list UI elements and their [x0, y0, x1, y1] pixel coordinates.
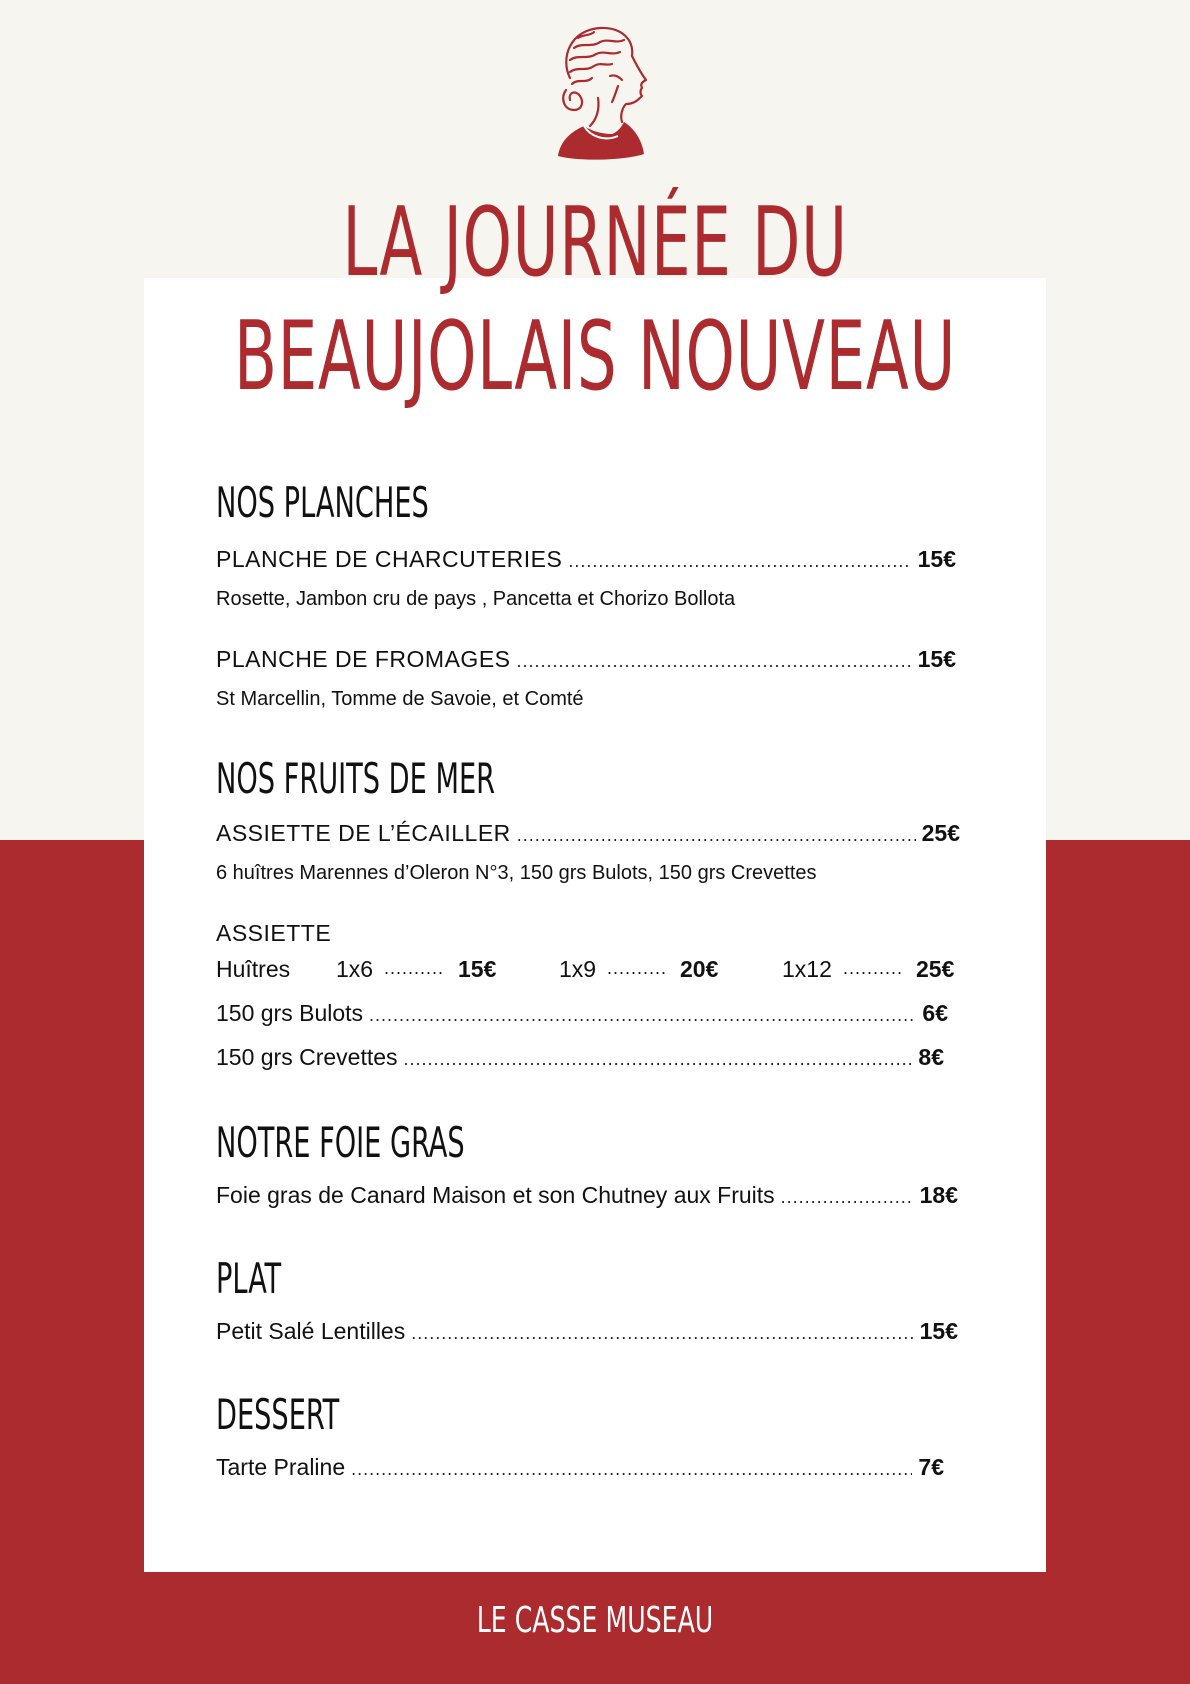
- item-label: 150 grs Bulots: [216, 1000, 364, 1026]
- oyster-price: 15€: [458, 956, 497, 982]
- oyster-price: 25€: [916, 956, 955, 982]
- item-label: PLANCHE DE FROMAGES: [216, 646, 511, 672]
- oyster-qty: 1x6: [336, 956, 374, 982]
- dot-leader: [411, 1323, 913, 1344]
- item-label: Foie gras de Canard Maison et son Chutney aux Fruits: [216, 1182, 775, 1208]
- menu-item-foie-gras: [216, 1182, 958, 1212]
- oyster-qty: 1x9: [559, 956, 597, 982]
- menu-item-tarte-praline: [216, 1454, 944, 1484]
- item-price: 15€: [917, 546, 956, 572]
- section-title-foie-gras: NOTRE FOIE GRAS: [216, 1118, 465, 1167]
- menu-item-charcuteries: [216, 546, 956, 576]
- dot-leader: [351, 1459, 912, 1480]
- menu-item-fromages: [216, 646, 956, 676]
- oysters-label: Huîtres: [216, 956, 291, 982]
- item-label: PLANCHE DE CHARCUTERIES: [216, 546, 563, 572]
- item-label: Tarte Praline: [216, 1454, 346, 1480]
- oysters-row: [216, 956, 961, 988]
- dot-leader: [568, 551, 911, 572]
- section-title-fruits-de-mer: NOS FRUITS DE MER: [216, 754, 496, 803]
- item-label: ASSIETTE DE L’ÉCAILLER: [216, 820, 511, 846]
- assiette-label: ASSIETTE: [216, 920, 332, 946]
- dot-leader: ..........: [843, 958, 904, 978]
- oyster-qty: 1x12: [782, 956, 832, 982]
- menu-item-ecailler: [216, 820, 960, 850]
- dot-leader: ..........: [384, 958, 445, 978]
- menu-item-bulots: [216, 1000, 948, 1030]
- restaurant-name: LE CASSE MUSEAU: [476, 1600, 714, 1641]
- dot-leader: [517, 825, 916, 846]
- menu-item-petit-sale: [216, 1318, 958, 1348]
- oyster-price: 20€: [680, 956, 719, 982]
- item-label: Petit Salé Lentilles: [216, 1318, 406, 1344]
- item-price: 15€: [919, 1318, 958, 1344]
- item-description: Rosette, Jambon cru de pays , Pancetta et Chorizo Bollota: [216, 588, 736, 610]
- item-price: 7€: [918, 1454, 944, 1480]
- item-price: 15€: [917, 646, 956, 672]
- item-price: 6€: [922, 1000, 948, 1026]
- item-price: 8€: [918, 1044, 944, 1070]
- woman-portrait-bust-icon: [530, 18, 670, 168]
- dot-leader: [369, 1005, 916, 1026]
- dot-leader: [517, 651, 912, 672]
- item-price: 18€: [919, 1182, 958, 1208]
- menu-item-crevettes: [216, 1044, 944, 1074]
- section-title-dessert: DESSERT: [216, 1390, 340, 1439]
- section-title-planches: NOS PLANCHES: [216, 478, 429, 527]
- section-title-plat: PLAT: [216, 1254, 282, 1303]
- item-description: St Marcellin, Tomme de Savoie, et Comté: [216, 688, 584, 710]
- item-description: 6 huîtres Marennes d’Oleron N°3, 150 grs Bulots, 150 grs Crevettes: [216, 862, 817, 884]
- page-title-line2: BEAUJOLAIS NOUVEAU: [233, 302, 957, 412]
- item-label: 150 grs Crevettes: [216, 1044, 398, 1070]
- dot-leader: ..........: [607, 958, 668, 978]
- page-title-line1: LA JOURNÉE DU: [342, 188, 848, 298]
- dot-leader: [404, 1049, 913, 1070]
- item-price: 25€: [921, 820, 960, 846]
- dot-leader: [781, 1187, 914, 1208]
